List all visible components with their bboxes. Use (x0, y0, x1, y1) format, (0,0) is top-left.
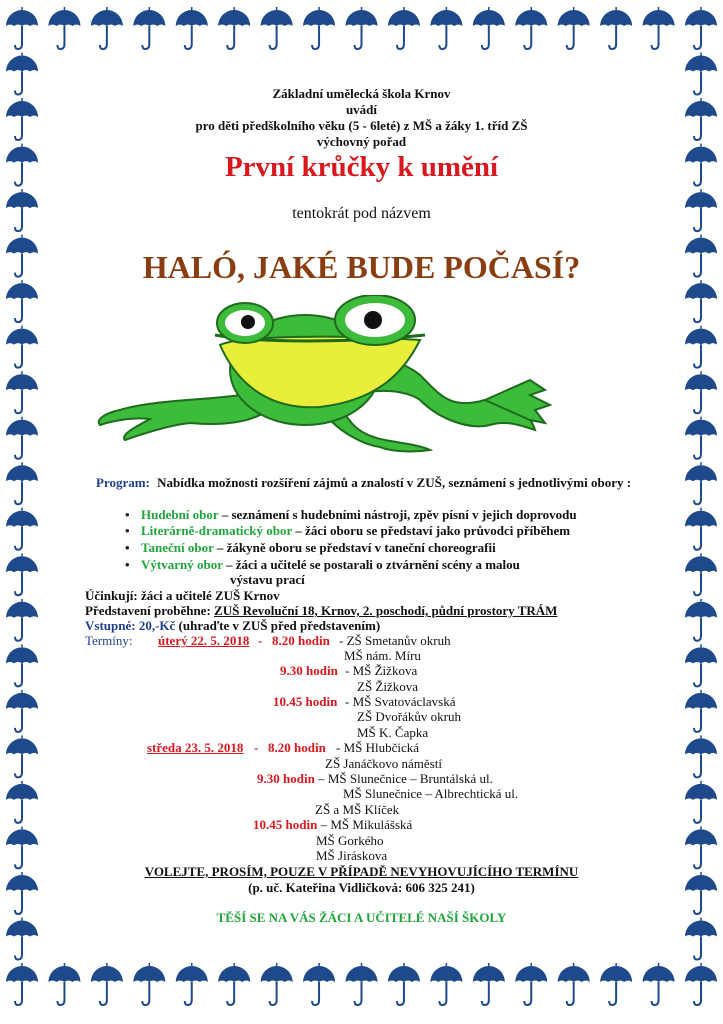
umbrella-icon (6, 553, 38, 595)
umbrella-icon (6, 371, 38, 413)
schedule-row: 9.30 hodin – MŠ Slunečnice – Bruntálská ul. (257, 771, 493, 786)
show-name: HALÓ, JAKÉ BUDE POČASÍ? (142, 249, 581, 285)
umbrella-icon (685, 644, 717, 686)
schedule-row: ZŠ a MŠ Klíček (315, 802, 400, 817)
umbrella-icon (261, 7, 293, 49)
umbrella-icon (303, 963, 335, 1005)
umbrella-icon (303, 7, 335, 49)
umbrella-icon (261, 963, 293, 1005)
list-item: • Výtvarný obor – žáci a učitelé se postarali o ztvárnění scény a malou (141, 557, 661, 572)
umbrella-icon (685, 508, 717, 550)
umbrella-icon (48, 7, 80, 49)
umbrella-icon (685, 462, 717, 504)
time-sep: - (254, 740, 259, 755)
umbrella-icon (346, 7, 378, 49)
terms-label: Termíny: (85, 633, 133, 648)
contact-info: (p. uč. Kateřina Vidličková: 606 325 241) (248, 880, 475, 895)
program-label: Program: (96, 475, 150, 490)
umbrella-icon (6, 508, 38, 550)
schedule-row: ZŠ Dvořákův okruh (357, 709, 461, 724)
schedule-row: MŠ nám. Míru (344, 648, 421, 663)
schedule-row: 10.45 hodin – MŠ Mikulášská (253, 817, 413, 832)
frog-illustration (90, 295, 630, 455)
umbrella-icon (685, 826, 717, 868)
time-1: 8.20 hodin (272, 633, 330, 648)
list-item-continuation: výstavu prací (230, 572, 305, 587)
audience-text: pro děti předškolního věku (5 - 6leté) z MŠ a žáky 1. tříd ZŠ (195, 118, 528, 133)
umbrella-icon (6, 326, 38, 368)
umbrella-icon (6, 280, 38, 322)
umbrella-icon (558, 963, 590, 1005)
schedule-row: - MŠ Svatováclavská (345, 694, 456, 709)
umbrella-icon (473, 7, 505, 49)
schedule-row: MŠ Slunečnice – Albrechtická ul. (343, 786, 519, 801)
show-kind: výchovný pořad (316, 134, 407, 149)
presents-text: uvádí (345, 102, 378, 117)
umbrella-icon (6, 599, 38, 641)
umbrella-icon (6, 7, 38, 49)
umbrella-icon (133, 963, 165, 1005)
time-2: 9.30 hodin (280, 663, 338, 678)
umbrella-icon (6, 826, 38, 868)
umbrella-icon (643, 7, 675, 49)
umbrella-icon (515, 963, 547, 1005)
list-item: • Taneční obor – žákyně oboru se představí v taneční choreografii (141, 540, 661, 555)
time-sep: - (258, 633, 263, 648)
venue-line: Představení proběhne: ZUŠ Revoluční 18, Krnov, 2. poschodí, půdní prostory TRÁM (85, 603, 558, 618)
entry-line: Vstupné: 20,-Kč (uhraďte v ZUŠ před představením) (85, 618, 381, 633)
schedule-row: - MŠ Hlubčická (336, 740, 420, 755)
umbrella-icon (133, 7, 165, 49)
day-2: středa 23. 5. 2018 (147, 740, 244, 755)
umbrella-icon (6, 735, 38, 777)
schedule-row: MŠ K. Čapka (357, 725, 429, 740)
umbrella-icon (346, 963, 378, 1005)
schedule-row: MŠ Gorkého (316, 833, 384, 848)
call-note: VOLEJTE, PROSÍM, POUZE V PŘÍPADĚ NEVYHOVUJÍCÍHO TERMÍNU (144, 864, 579, 879)
umbrella-icon (558, 7, 590, 49)
performers-line: Účinkují: žáci a učitelé ZUŠ Krnov (85, 588, 280, 603)
umbrella-icon (6, 690, 38, 732)
umbrella-icon (6, 781, 38, 823)
umbrella-icon (430, 7, 462, 49)
umbrella-icon (6, 462, 38, 504)
main-title: První krůčky k umění (224, 151, 499, 183)
schedule-row: ZŠ Žižkova (357, 679, 419, 694)
umbrella-icon (6, 963, 38, 1005)
umbrella-icon (176, 7, 208, 49)
program-text: Nabídka možnosti rozšíření zájmů a znalostí v ZUŠ, seznámení s jednotlivými obory : (157, 475, 632, 490)
umbrella-icon (685, 371, 717, 413)
umbrella-icon (685, 690, 717, 732)
umbrella-icon (685, 553, 717, 595)
umbrella-icon (685, 7, 717, 49)
umbrella-icon (176, 963, 208, 1005)
umbrella-icon (6, 417, 38, 459)
umbrella-icon (91, 7, 123, 49)
school-name: Základní umělecká škola Krnov (272, 86, 451, 101)
time-4: 8.20 hodin (268, 740, 326, 755)
time-3: 10.45 hodin (273, 694, 338, 709)
umbrella-icon (388, 963, 420, 1005)
umbrella-icon (6, 644, 38, 686)
schedule-row: MŠ Jiráskova (316, 848, 388, 863)
umbrella-icon (218, 963, 250, 1005)
umbrella-icon (218, 7, 250, 49)
umbrella-icon (685, 280, 717, 322)
schedule-row: - ZŠ Smetanův okruh (339, 633, 451, 648)
umbrella-icon (685, 326, 717, 368)
schedule-row: - MŠ Žižkova (345, 663, 418, 678)
umbrella-icon (515, 7, 547, 49)
umbrella-icon (685, 735, 717, 777)
umbrella-icon (600, 7, 632, 49)
program-line (96, 475, 656, 490)
list-item: • Hudební obor – seznámení s hudebními nástroji, zpěv písní v jejich doprovodu (141, 507, 661, 522)
umbrella-icon (600, 963, 632, 1005)
greeting: TĚŠÍ SE NA VÁS ŽÁCI A UČITELÉ NAŠÍ ŠKOLY (216, 910, 507, 925)
umbrella-icon (91, 963, 123, 1005)
schedule-row: ZŠ Janáčkovo náměstí (325, 756, 442, 771)
umbrella-icon (48, 963, 80, 1005)
subtitle-intro: tentokrát pod názvem (292, 205, 431, 222)
umbrella-icon (685, 417, 717, 459)
umbrella-icon (388, 7, 420, 49)
list-item: • Literárně-dramatický obor – žáci oboru se představí jako průvodci příběhem (141, 523, 661, 538)
umbrella-icon (643, 963, 675, 1005)
umbrella-icon (685, 599, 717, 641)
umbrella-icon (685, 963, 717, 1005)
umbrella-icon (473, 963, 505, 1005)
umbrella-icon (430, 963, 462, 1005)
day-1: úterý 22. 5. 2018 (158, 633, 250, 648)
umbrella-icon (685, 781, 717, 823)
